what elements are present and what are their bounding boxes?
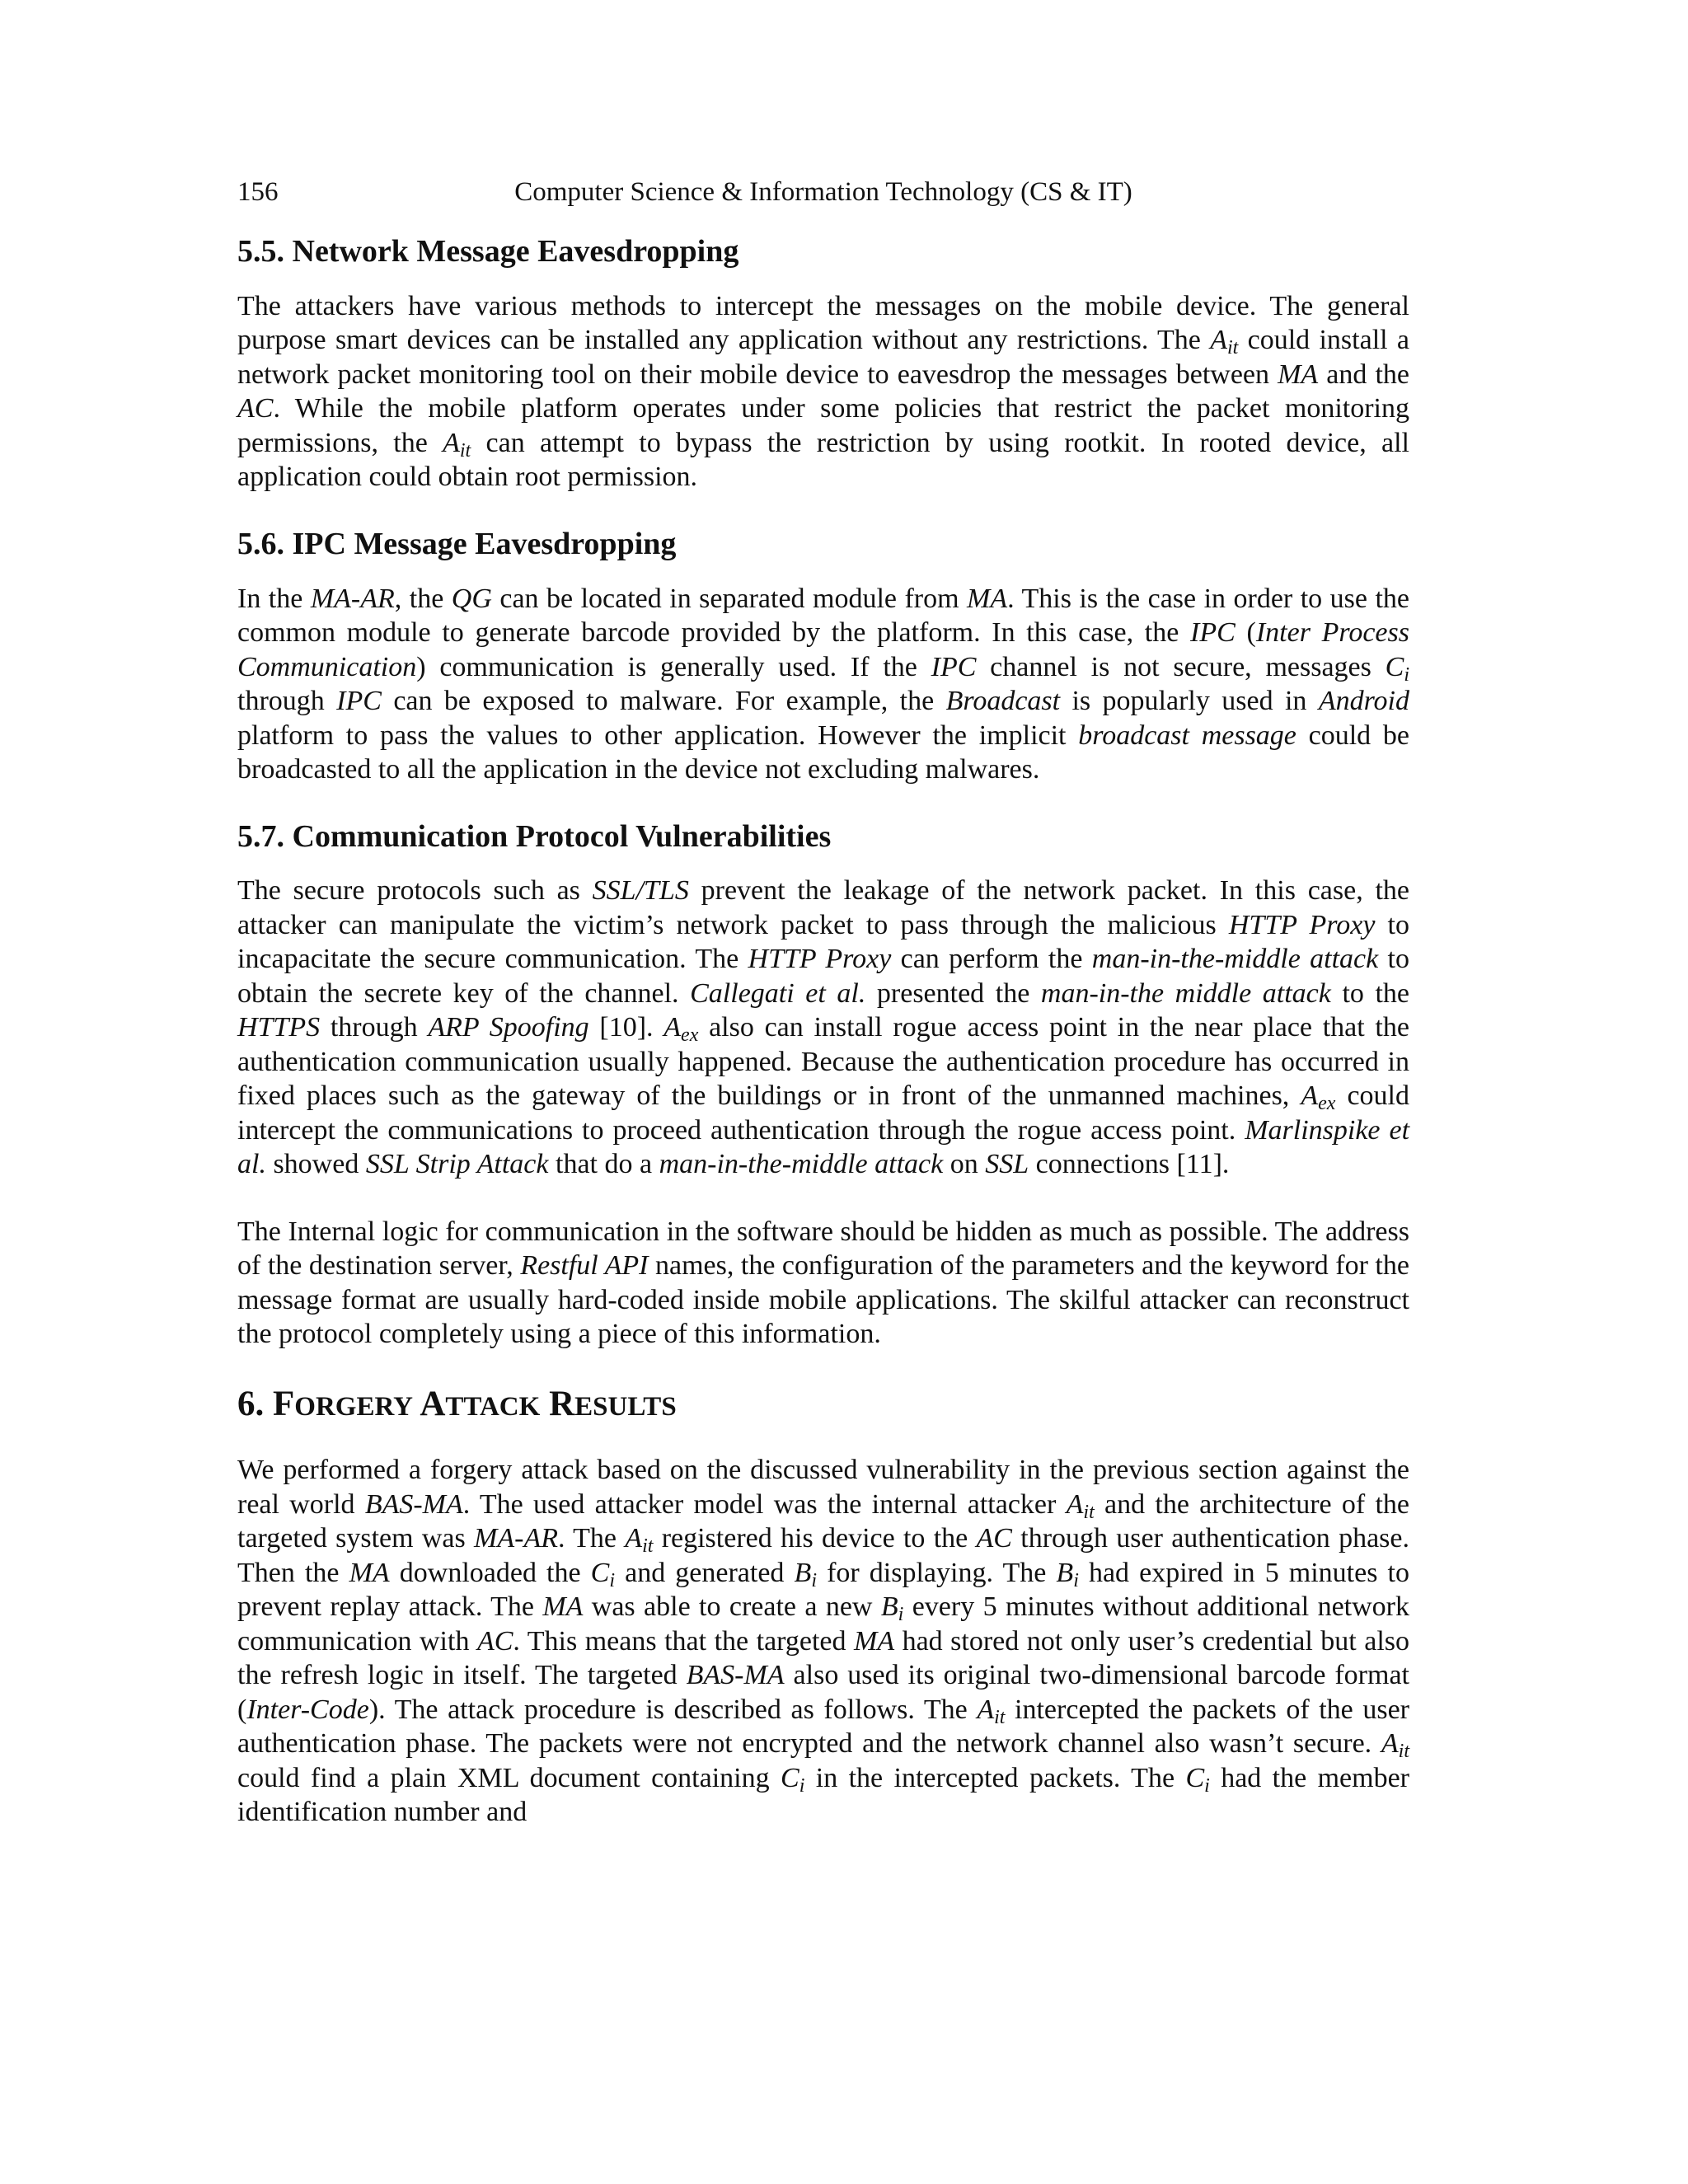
paragraph-5-7-2: The Internal logic for communication in the software should be hidden as much as possible. The address of the destination server, Restful API names, the configuration of the parameters and the keyword for the message format are usually hard-coded inside mobile applications. The skilful attacker can reconstruct the protocol completely using a piece of this information. — [237, 1216, 1409, 1350]
section-heading-5-7: 5.7. Communication Protocol Vulnerabilities — [237, 818, 832, 854]
paragraph-6-1: We performed a forgery attack based on the discussed vulnerability in the previous section against the real world BAS-MA. The used attacker model was the internal attacker $A_{it}$ and the architecture of the targeted system was MA-AR. The $A_{it}$ registered his device to the AC through user authentication phase. Then the MA downloaded the $C_i$ and generated $B_i$ for displaying. The $B_i$ had expired in 5 minutes to prevent replay attack. The MA was able to create a new $B_i$ every 5 minutes without additional network communication with AC. This means that the targeted MA had stored not only user’s credential but also the refresh logic in itself. The targeted BAS-MA also used its original two-dimensional barcode format (Inter-Code). The attack procedure is described as follows. The $A_{it}$ intercepted the packets of the user authentication phase. The packets were not encrypted and the network channel also wasn’t secure. $A_{it}$ could find a plain XML document containing $C_i$ in the intercepted packets. The $C_i$ had the member identification number and — [237, 1455, 1410, 1828]
page-number: 156 — [237, 177, 279, 207]
paper-page — [237, 177, 1409, 1863]
running-header — [237, 177, 1409, 218]
section-heading-5-6: 5.6. IPC Message Eavesdropping — [237, 526, 677, 561]
paragraph-5-7-1: The secure protocols such as SSL/TLS prevent the leakage of the network packet. In this case, the attacker can manipulate the victim’s network packet to pass through the malicious HTTP Proxy to incapacitate the secure communication. The HTTP Proxy can perform the man-in-the-middle attack to obtain the secrete key of the channel. Callegati et al. presented the man-in-the middle attack to the HTTPS through ARP Spoofing [10]. $A_{ex}$ also can install rogue access point in the near place that the authentication communication usually happened. Because the authentication procedure has occurred in fixed places such as the gateway of the buildings or in front of the unmanned machines, $A_{ex}$ could intercept the communications to proceed authentication through the rogue access point. Marlinspike et al. showed SSL Strip Attack that do a man-in-the-middle attack on SSL connections [11]. — [237, 875, 1410, 1180]
section-heading-6: 6. FORGERY ATTACK RESULTS — [237, 1384, 677, 1423]
paragraph-5-5-1: The attackers have various methods to intercept the messages on the mobile device. The general purpose smart devices can be installed any application without any restrictions. The $A_{it}$ could install a network packet monitoring tool on their mobile device to eavesdrop the messages between MA and the AC. While the mobile platform operates under some policies that restrict the packet monitoring permissions, the $A_{it}$ can attempt to bypass the restriction by using rootkit. In rooted device, all application could obtain root permission. — [237, 290, 1409, 493]
journal-title: Computer Science & Information Technology (CS & IT) — [514, 177, 1132, 207]
paragraph-5-6-1: In the MA-AR, the QG can be located in separated module from MA. This is the case in order to use the common module to generate barcode provided by the platform. In this case, the IPC (Inter Process Communication) communication is generally used. If the IPC channel is not secure, messages $C_i$ through IPC can be exposed to malware. For example, the Broadcast is popularly used in Android platform to pass the values to other application. However the implicit broadcast message could be broadcasted to all the application in the device not excluding malwares. — [237, 583, 1409, 785]
section-heading-5-5: 5.5. Network Message Eavesdropping — [237, 234, 739, 269]
